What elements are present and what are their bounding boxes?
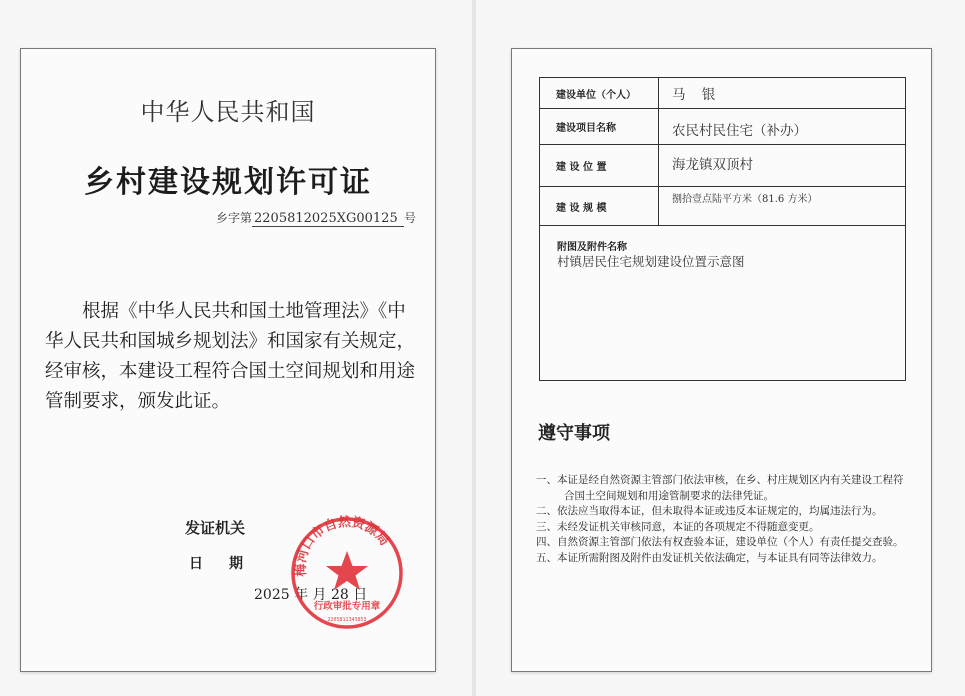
list-item: 五、本证所需附图及附件由发证机关依法确定，与本证具有同等法律效力。 xyxy=(536,551,883,564)
table-row xyxy=(540,145,905,187)
certificate-front-page xyxy=(20,48,436,672)
official-seal-icon xyxy=(289,515,405,631)
certificate-title: 乡村建设规划许可证 xyxy=(84,165,372,200)
project-info-table xyxy=(539,77,906,381)
table-row xyxy=(540,187,905,226)
issue-date: 2025 年 月 28 日 xyxy=(254,587,368,603)
number-value: 2205812025XG00125 xyxy=(252,211,404,227)
attachment-label: 附图及附件名称 xyxy=(557,242,627,253)
issuing-authority-label: 发证机关 xyxy=(185,519,246,537)
certificate-number xyxy=(216,209,416,227)
list-item: 一、本证是经自然资源主管部门依法审核，在乡、村庄规划区内有关建设工程符合国土空间规划和用途管制要求的法律凭证。 xyxy=(536,474,904,502)
row-label: 建设项目名称 xyxy=(540,109,659,144)
row-value: 马 银 xyxy=(672,87,722,103)
certificate-back-page xyxy=(511,48,932,672)
table-row xyxy=(540,78,905,109)
list-item: 三、未经发证机关审核同意，本证的各项规定不得随意变更。 xyxy=(536,520,820,533)
number-prefix: 乡字第 xyxy=(216,211,253,225)
svg-text:2205811343853: 2205811343853 xyxy=(327,617,367,623)
page-gap xyxy=(472,0,476,696)
table-row xyxy=(540,109,905,145)
svg-text:梅河口市自然资源局: 梅河口市自然资源局 xyxy=(293,515,392,577)
row-label: 建 设 规 模 xyxy=(540,187,659,225)
attachment-value: 村镇居民住宅规划建设位置示意图 xyxy=(557,254,745,269)
number-suffix: 号 xyxy=(404,211,417,225)
svg-text:行政审批专用章: 行政审批专用章 xyxy=(313,601,381,612)
certificate-body-text: 根据《中华人民共和国土地管理法》《中华人民共和国城乡规划法》和国家有关规定，经审核，本建设工程符合国土空间规划和用途管制要求，颁发此证。 xyxy=(45,301,416,412)
list-item: 四、自然资源主管部门依法有权查验本证，建设单位（个人）有责任提交查验。 xyxy=(536,536,904,548)
notes-heading: 遵守事项 xyxy=(538,423,610,444)
row-value: 捌拾壹点陆平方米（81.6 方米） xyxy=(672,194,818,205)
row-value: 农民村民住宅（补办） xyxy=(672,123,807,139)
row-label: 建设单位（个人） xyxy=(540,78,659,108)
notes-list xyxy=(536,473,912,566)
list-item: 二、依法应当取得本证，但未取得本证或违反本证规定的，均属违法行为。 xyxy=(536,505,883,517)
date-label: 日期 xyxy=(189,556,269,572)
country-heading: 中华人民共和国 xyxy=(140,98,316,126)
row-value: 海龙镇双顶村 xyxy=(672,157,753,173)
row-label: 建 设 位 置 xyxy=(540,145,659,186)
